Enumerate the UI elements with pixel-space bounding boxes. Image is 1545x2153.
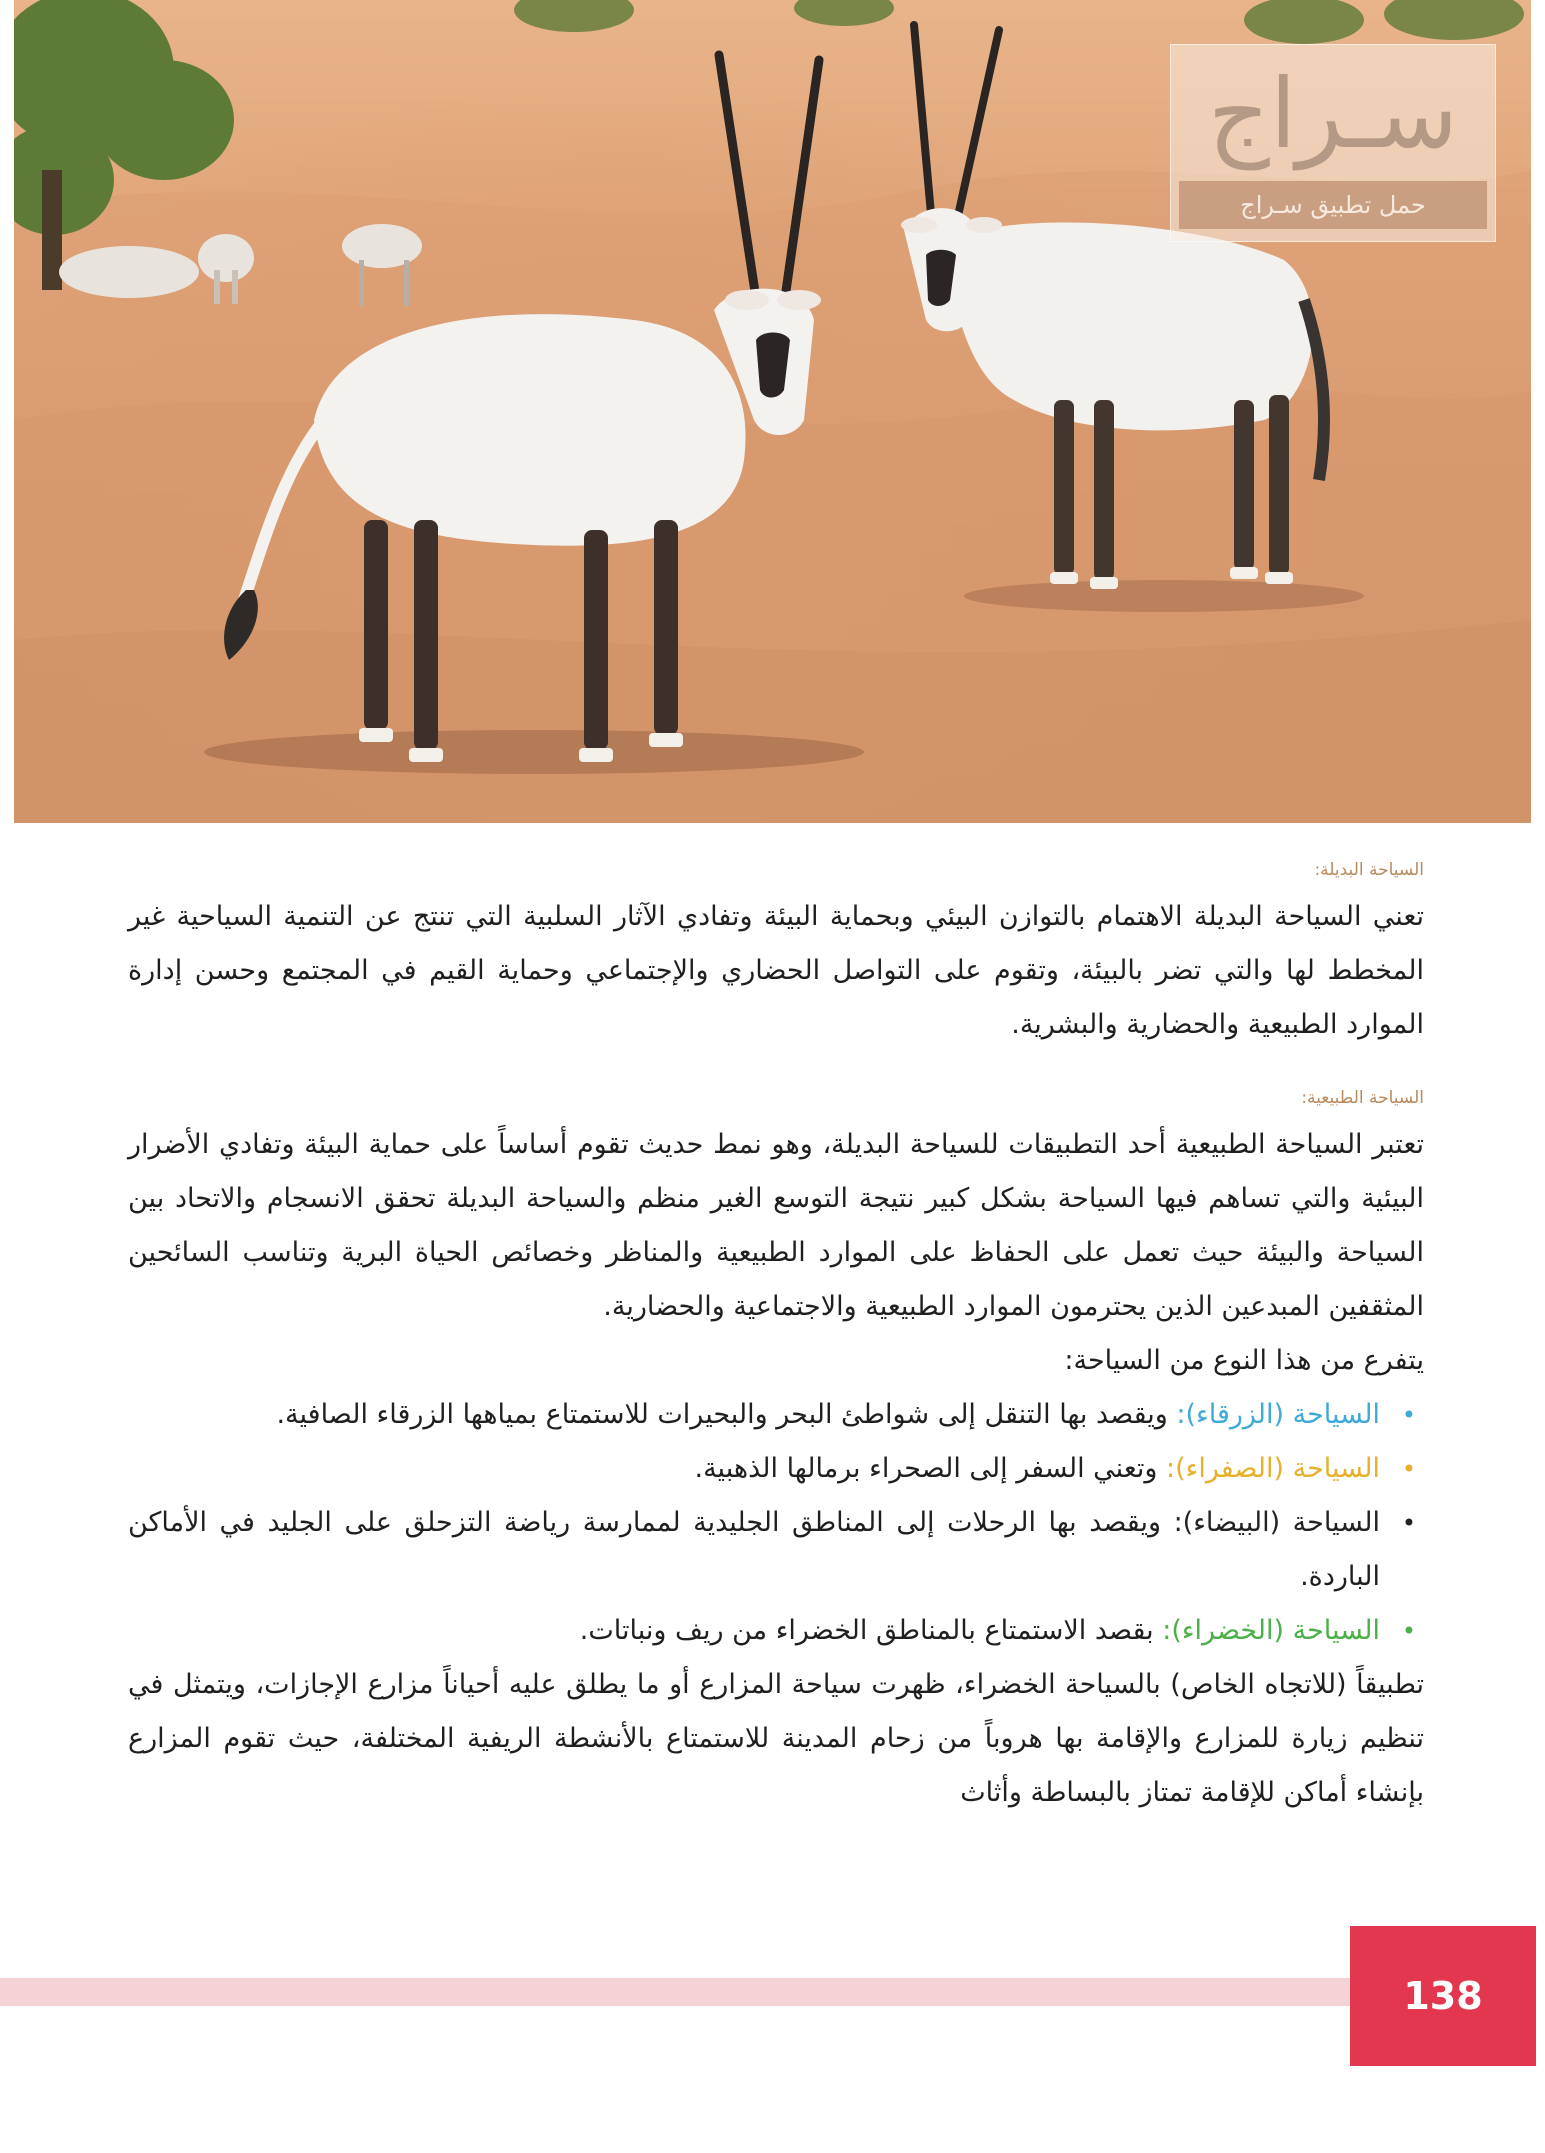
hero-photo <box>14 0 1531 823</box>
desc-yellow-tourism: وتعني السفر إلى الصحراء برمالها الذهبية. <box>694 1453 1166 1484</box>
section-alternative-tourism <box>128 890 1424 1052</box>
list-item-blue-tourism <box>128 1388 1424 1442</box>
desc-blue-tourism: ويقصد بها التنقل إلى شواطئ البحر والبحيرات للاستمتاع بمياهها الزرقاء الصافية. <box>276 1399 1177 1430</box>
page-number: 138 <box>1350 1926 1536 2066</box>
list-item-green-tourism <box>128 1604 1424 1658</box>
bullet-icon: • <box>1401 1401 1416 1429</box>
term-white-tourism: السياحة (البيضاء): <box>1173 1507 1381 1538</box>
list-item-yellow-tourism <box>128 1442 1424 1496</box>
paragraph-farm-tourism: تطبيقاً (للاتجاه الخاص) بالسياحة الخضراء، ظهرت سياحة المزارع أو ما يطلق عليه أحياناً مزارع الإجازات، ويتمثل في تنظيم زيارة للمزارع والإقامة بها هروباً من زحام المدينة للاستمتاع بالأنشطة الريفية المختلفة، حيث تقوم المزارع بإنشاء أماكن للإقامة تمتاز بالبساطة وأثاث <box>128 1669 1424 1808</box>
term-blue-tourism: السياحة (الزرقاء): <box>1176 1399 1380 1430</box>
list-intro: يتفرع من هذا النوع من السياحة: <box>1064 1345 1424 1376</box>
logo-word: سـراج <box>1207 58 1459 170</box>
paragraph-alternative-tourism: تعني السياحة البديلة الاهتمام بالتوازن البيئي وبحماية البيئة وتفادي الآثار السلبية التي تنتج عن التنمية السياحية غير المخطط لها والتي تضر بالبيئة، وتقوم على التواصل الحضاري والإجتماعي وحماية القيم في المجتمع وحسن إدارة الموارد الطبيعية والحضارية والبشرية. <box>128 901 1424 1040</box>
bullet-icon: • <box>1401 1455 1416 1483</box>
list-item-white-tourism <box>128 1496 1424 1604</box>
paragraph-natural-tourism: تعتبر السياحة الطبيعية أحد التطبيقات للسياحة البديلة، وهو نمط حديث تقوم أساساً على حماية البيئة وتفادي الأضرار البيئية والتي تساهم فيها السياحة بشكل كبير نتيجة التوسع الغير منظم والسياحة البديلة تحقق الانسجام والاتحاد بين السياحة والبيئة حيث تعمل على الحفاظ على الموارد الطبيعية والمناظر وخصائص الحياة البرية وتناسب السائحين المثقفين المبدعين الذين يحترمون الموارد الطبيعية والاجتماعية والحضارية. <box>128 1129 1424 1322</box>
desc-green-tourism: بقصد الاستمتاع بالمناطق الخضراء من ريف ونباتات. <box>579 1615 1163 1646</box>
tourism-types-list <box>128 1388 1424 1658</box>
siraj-logo-watermark <box>1170 44 1496 242</box>
bullet-icon: • <box>1401 1509 1416 1537</box>
term-green-tourism: السياحة (الخضراء): <box>1162 1615 1380 1646</box>
footer-band <box>0 1978 1350 2006</box>
bullet-icon: • <box>1401 1617 1416 1645</box>
desc-white-tourism: ويقصد بها الرحلات إلى المناطق الجليدية لممارسة رياضة التزحلق على الجليد في الأماكن الباردة. <box>128 1507 1380 1592</box>
logo-tagline: حمل تطبيق سـراج <box>1179 181 1487 229</box>
section-heading-natural-tourism: السياحة الطبيعية: <box>1301 1088 1424 1108</box>
section-natural-tourism <box>128 1118 1424 1820</box>
term-yellow-tourism: السياحة (الصفراء): <box>1166 1453 1380 1484</box>
section-heading-alternative-tourism: السياحة البديلة: <box>1314 860 1424 880</box>
